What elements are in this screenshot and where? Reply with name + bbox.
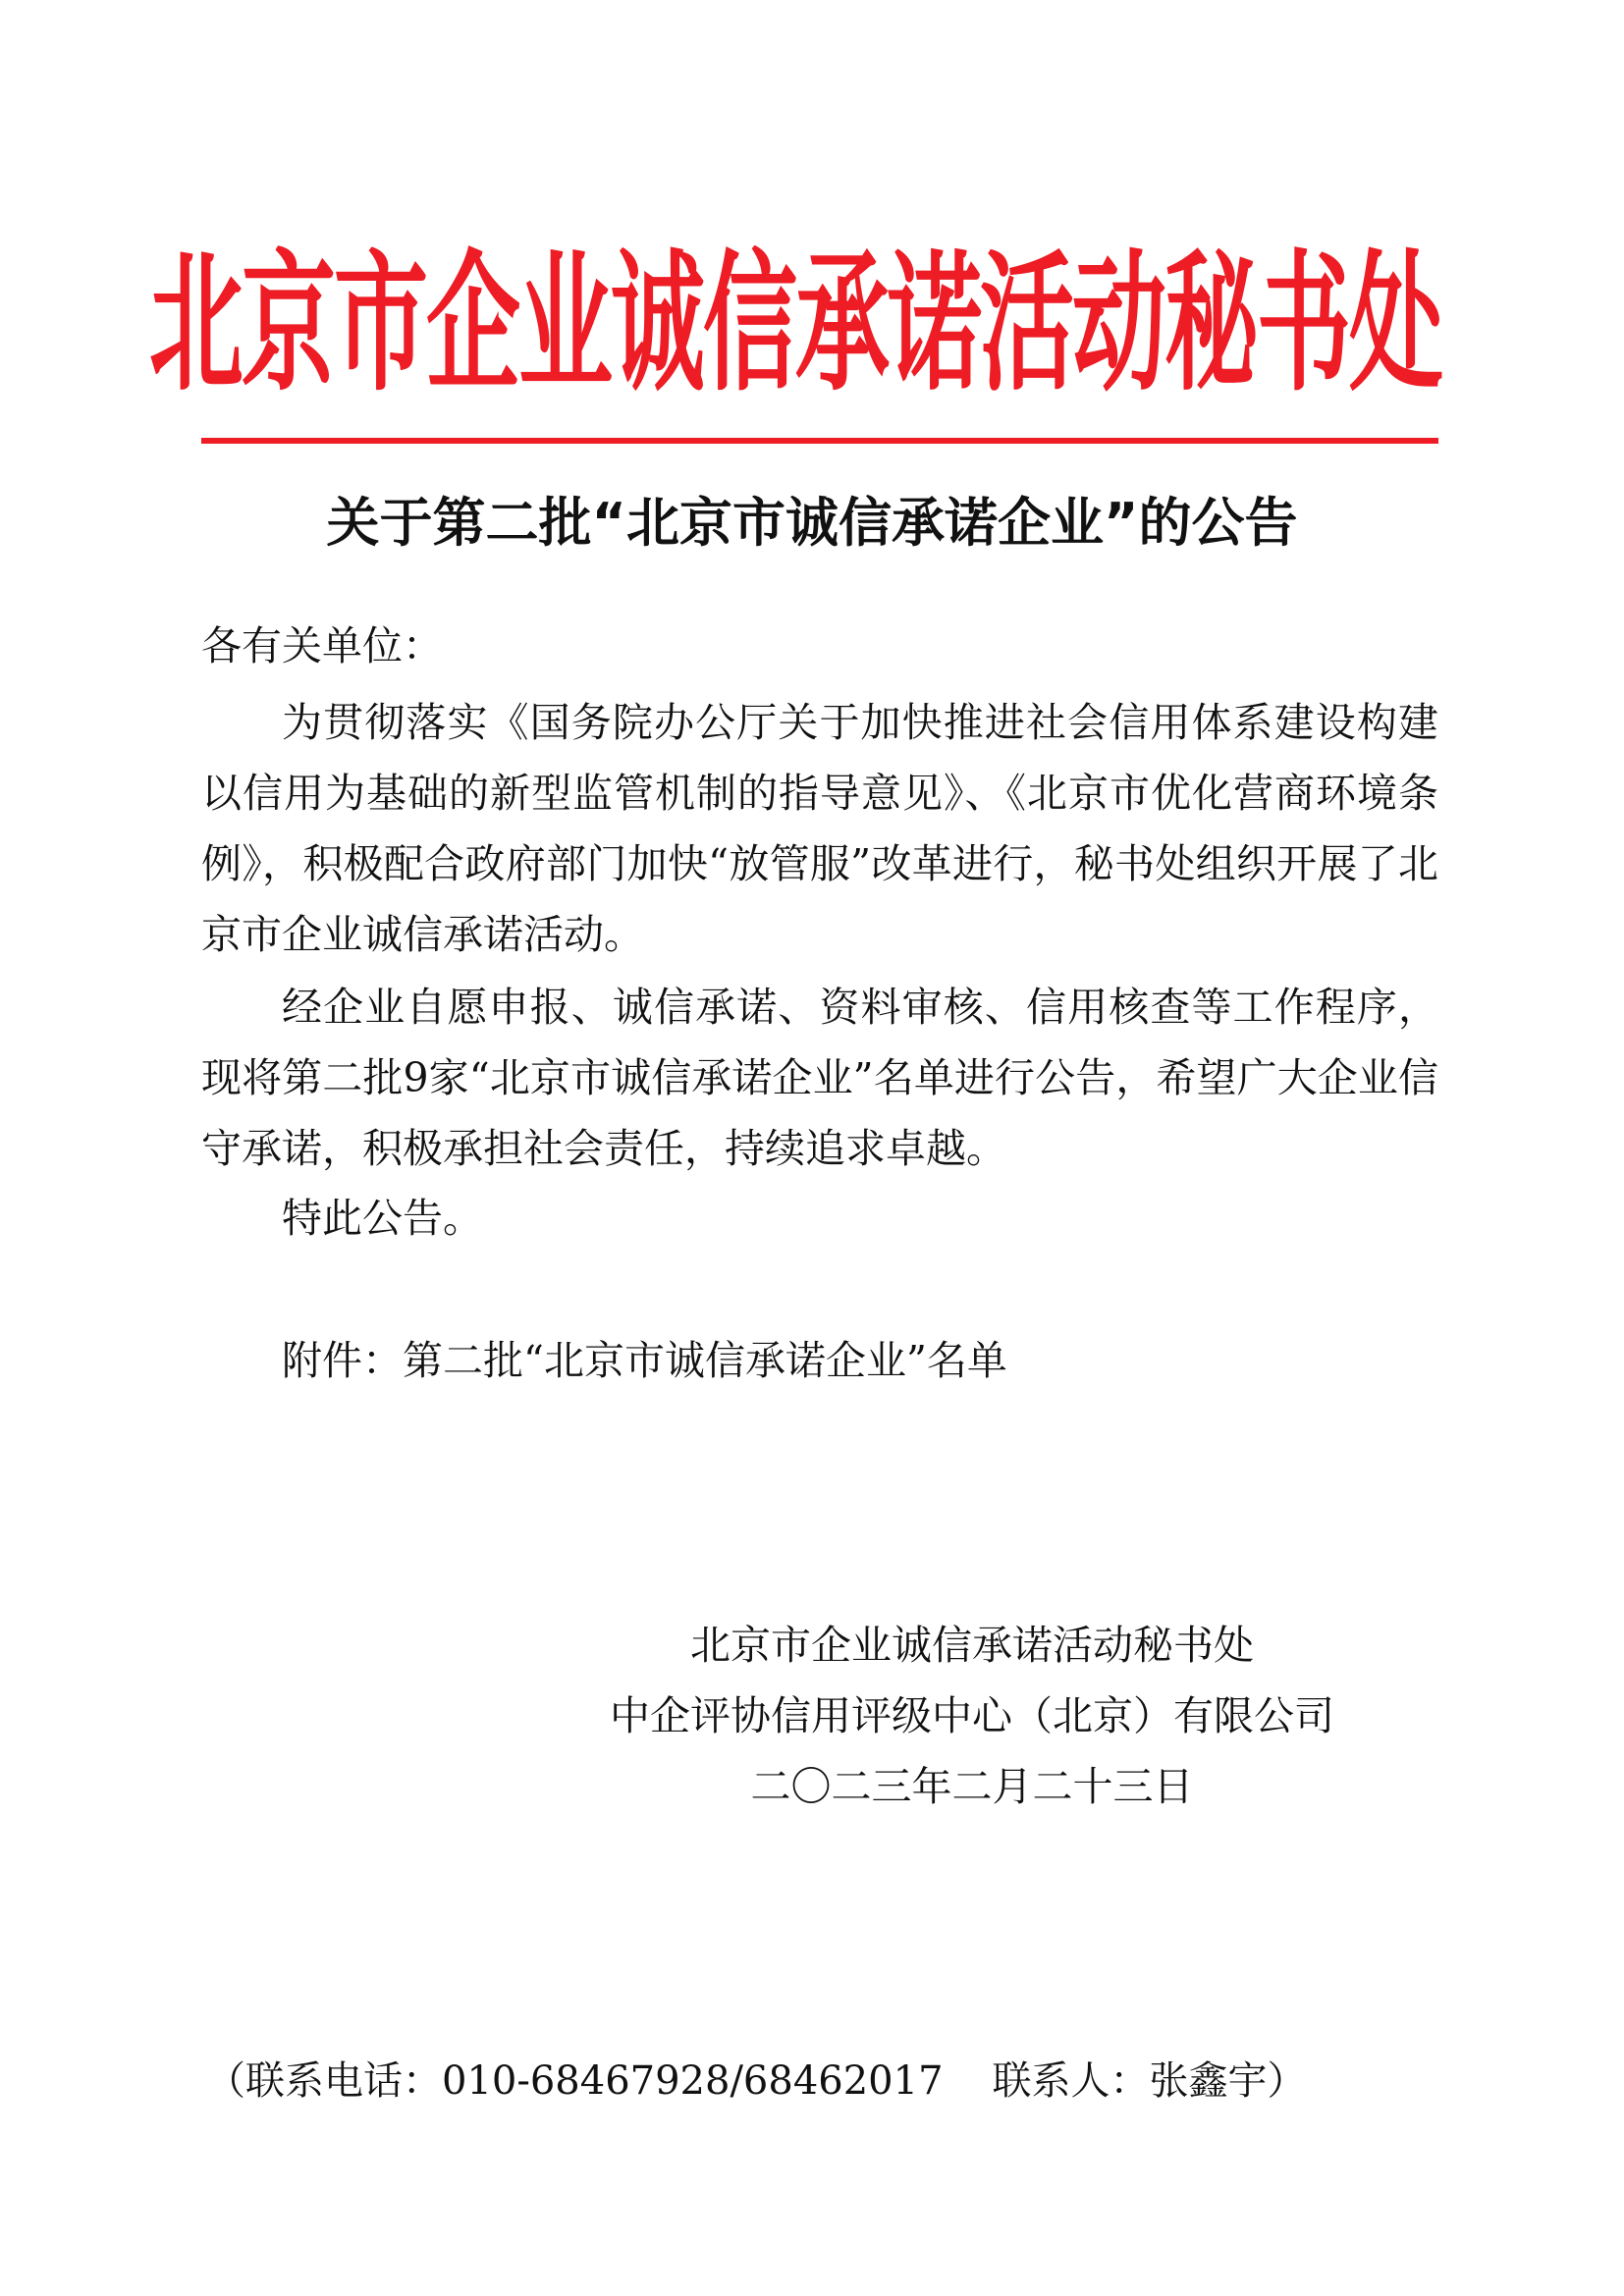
contact-person: 联系人：张鑫宇） — [992, 2058, 1307, 2104]
org-letterhead-text: 北京市企业诚信承诺活动秘书处 — [149, 236, 1441, 412]
signature-org-2: 中企评协信用评级中心（北京）有限公司 — [610, 1692, 1334, 1739]
document-title: 关于第二批“北京市诚信承诺企业”的公告 — [326, 492, 1298, 554]
attachment-note: 附件：第二批“北京市诚信承诺企业”名单 — [282, 1337, 1007, 1384]
paragraph-1: 为贯彻落实《国务院办公厅关于加快推进社会信用体系建设构建以信用为基础的新型监管机制的指导意见》、《北京市优化营商环境条例》，积极配合政府部门加快“放管服”改革进行，秘书处组织开展了北京市企业诚信承诺活动。 — [201, 699, 1438, 958]
paragraph-3: 特此公告。 — [282, 1195, 483, 1242]
paragraph-2: 经企业自愿申报、诚信承诺、资料审核、信用核查等工作程序，现将第二批9家“北京市诚信承诺企业”名单进行公告，希望广大企业信守承诺，积极承担社会责任，持续追求卓越。 — [201, 984, 1438, 1172]
salutation: 各有关单位： — [201, 622, 443, 669]
contact-line — [206, 2047, 1443, 2115]
signature-org-1: 北京市企业诚信承诺活动秘书处 — [690, 1622, 1254, 1669]
contact-phone: （联系电话：010-68467928/68462017 — [206, 2058, 944, 2104]
signature-date: 二〇二三年二月二十三日 — [750, 1763, 1194, 1810]
org-letterhead — [147, 201, 1443, 447]
letterhead-divider — [201, 438, 1438, 444]
